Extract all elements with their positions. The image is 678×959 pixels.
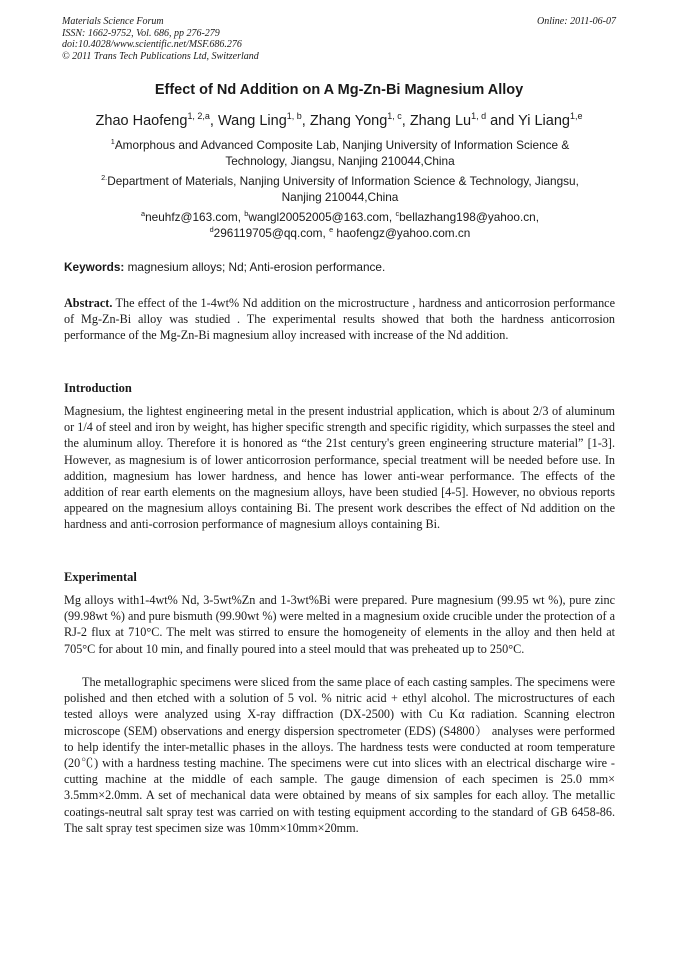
- author-sup: 1, 2,a: [187, 111, 210, 122]
- introduction-text: Magnesium, the lightest engineering metal in the present industrial application, which is about 2/3 of aluminum or 1/4 of steel and iron by weight, has higher specific strength and specific rigidity, which surpasses the steel and the aluminum alloy. Therefore it is honored as “the 21st century's green engineering structure material” [1-3]. However, as magnesium is of lower anticorrosion performance, special treatment will be needed before use. In addition, magnesium has lower hardness, and hence has lower anti-wear performance. The effects of the addition of rear earth elements on the magnesium alloys, have been studied [4-5]. However, no obvious reports appeared on the magnesium alloys containing Bi. The present work describes the effect of Nd addition on the hardness and anti-corrosion performance of magnesium alloys containing Bi.: [64, 404, 615, 532]
- author-and: and: [486, 113, 519, 129]
- author-sup: 1, c: [387, 111, 402, 122]
- email-c: bellazhang198@yahoo.cn,: [399, 210, 539, 224]
- journal-copyright: © 2011 Trans Tech Publications Ltd, Switzerland: [62, 50, 259, 62]
- author-sup: 1, b: [286, 111, 302, 122]
- experimental-paragraph-1: Mg alloys with1-4wt% Nd, 3-5wt%Zn and 1-3wt%Bi were prepared. Pure magnesium (99.95 wt %), pure zinc (99.98wt %) and pure bismuth (99.90wt %) were melted in a magnesium oxide crucible under the protection of a RJ-2 flux at 710°C. The melt was stirred to ensure the homogeneity of elements in the alloy and then held at 705°C for about 10 min, and finally poured into a steel mould that was preheated up to 250°C.: [64, 593, 615, 656]
- author-name: Zhang Lu: [409, 113, 472, 129]
- abstract: [64, 295, 615, 344]
- email-mark: d: [209, 225, 214, 235]
- introduction-heading: Introduction: [64, 381, 132, 395]
- affiliation-text: Department of Materials, Nanjing University of Information Science & Technology, Jiangsu, Nanjing 210044,China: [107, 174, 579, 204]
- journal-name: Materials Science Forum: [62, 16, 164, 27]
- author-separator: ,: [401, 113, 410, 129]
- journal-issn: ISSN: 1662-9752, Vol. 686, pp 276-279: [62, 27, 220, 39]
- online-date: Online: 2011-06-07: [537, 16, 616, 27]
- author-emails: [90, 209, 590, 241]
- email-mark: b: [244, 209, 249, 219]
- keywords-text: magnesium alloys; Nd; Anti-erosion performance.: [124, 260, 386, 274]
- experimental-paragraph-2: [64, 674, 615, 836]
- email-mark: c: [395, 209, 400, 219]
- affiliation-mark: 2.: [101, 173, 108, 183]
- abstract-label: Abstract.: [64, 296, 113, 310]
- keywords-label: Keywords:: [64, 260, 125, 274]
- journal-header: [62, 16, 259, 62]
- affiliation-mark: 1: [110, 137, 115, 147]
- email-mark: e: [329, 225, 334, 235]
- email-mark: a: [141, 209, 146, 219]
- author-separator: ,: [209, 113, 218, 129]
- affiliation-text: Amorphous and Advanced Composite Lab, Nanjing University of Information Science & Technology, Jiangsu, Nanjing 210044,China: [114, 138, 570, 168]
- email-e: haofengz@yahoo.com.cn: [333, 226, 471, 240]
- experimental-heading: Experimental: [64, 570, 137, 584]
- author-sup: 1,e: [569, 111, 583, 122]
- affiliation-2: [90, 173, 590, 205]
- author-sup: 1, d: [471, 111, 487, 122]
- experimental-paragraph-2-text: The metallographic specimens were sliced from the same place of each casting samples. The specimens were polished and then etched with a solution of 5 vol. % nitric acid + ethyl alcohol. The microstructures of each tested alloys were analyzed using X-ray diffraction (DX-2500) with Cu Kα radiation. Scanning electron microscope (SEM) observations and energy dispersion spectrometer (EDS) (S4800） analyses were performed to help identify the inter-metallic phases in the alloys. The hardness tests were conducted at room temperature (20℃) with a hardness testing machine. The specimens were cut into slices with an electrical discharge wire - cutting machine at the middle of each sample. The gauge dimension of each specimen is 25.0 mm× 3.5mm×2.0mm. A set of mechanical data were obtained by means of six samples for each alloy. The metallic coatings-neutral salt spray test was carried on with testing equipment according to the standard of GB 6458-86. The salt spray test specimen size was 10mm×10mm×20mm.: [64, 675, 615, 835]
- email-d: 296119705@qq.com,: [213, 226, 330, 240]
- keywords: [64, 260, 385, 274]
- author-name: Zhao Haofeng: [95, 113, 188, 129]
- author-name: Zhang Yong: [309, 113, 388, 129]
- author-list: [0, 113, 678, 129]
- email-a: neuhfz@163.com,: [145, 210, 245, 224]
- email-b: wangl20052005@163.com,: [248, 210, 396, 224]
- author-name: Wang Ling: [217, 113, 287, 129]
- author-separator: ,: [301, 113, 310, 129]
- journal-doi: doi:10.4028/www.scientific.net/MSF.686.276: [62, 39, 242, 51]
- paper-title: Effect of Nd Addition on A Mg-Zn-Bi Magnesium Alloy: [154, 82, 524, 98]
- affiliation-1: [90, 137, 590, 169]
- abstract-text: The effect of the 1-4wt% Nd addition on the microstructure , hardness and anticorrosion performance of Mg-Zn-Bi alloy was studied . The experimental results showed that both the hardness anticorrosion performance of the Mg-Zn-Bi magnesium alloy increased with increase of the Nd addition.: [64, 296, 615, 343]
- author-name: Yi Liang: [518, 113, 570, 129]
